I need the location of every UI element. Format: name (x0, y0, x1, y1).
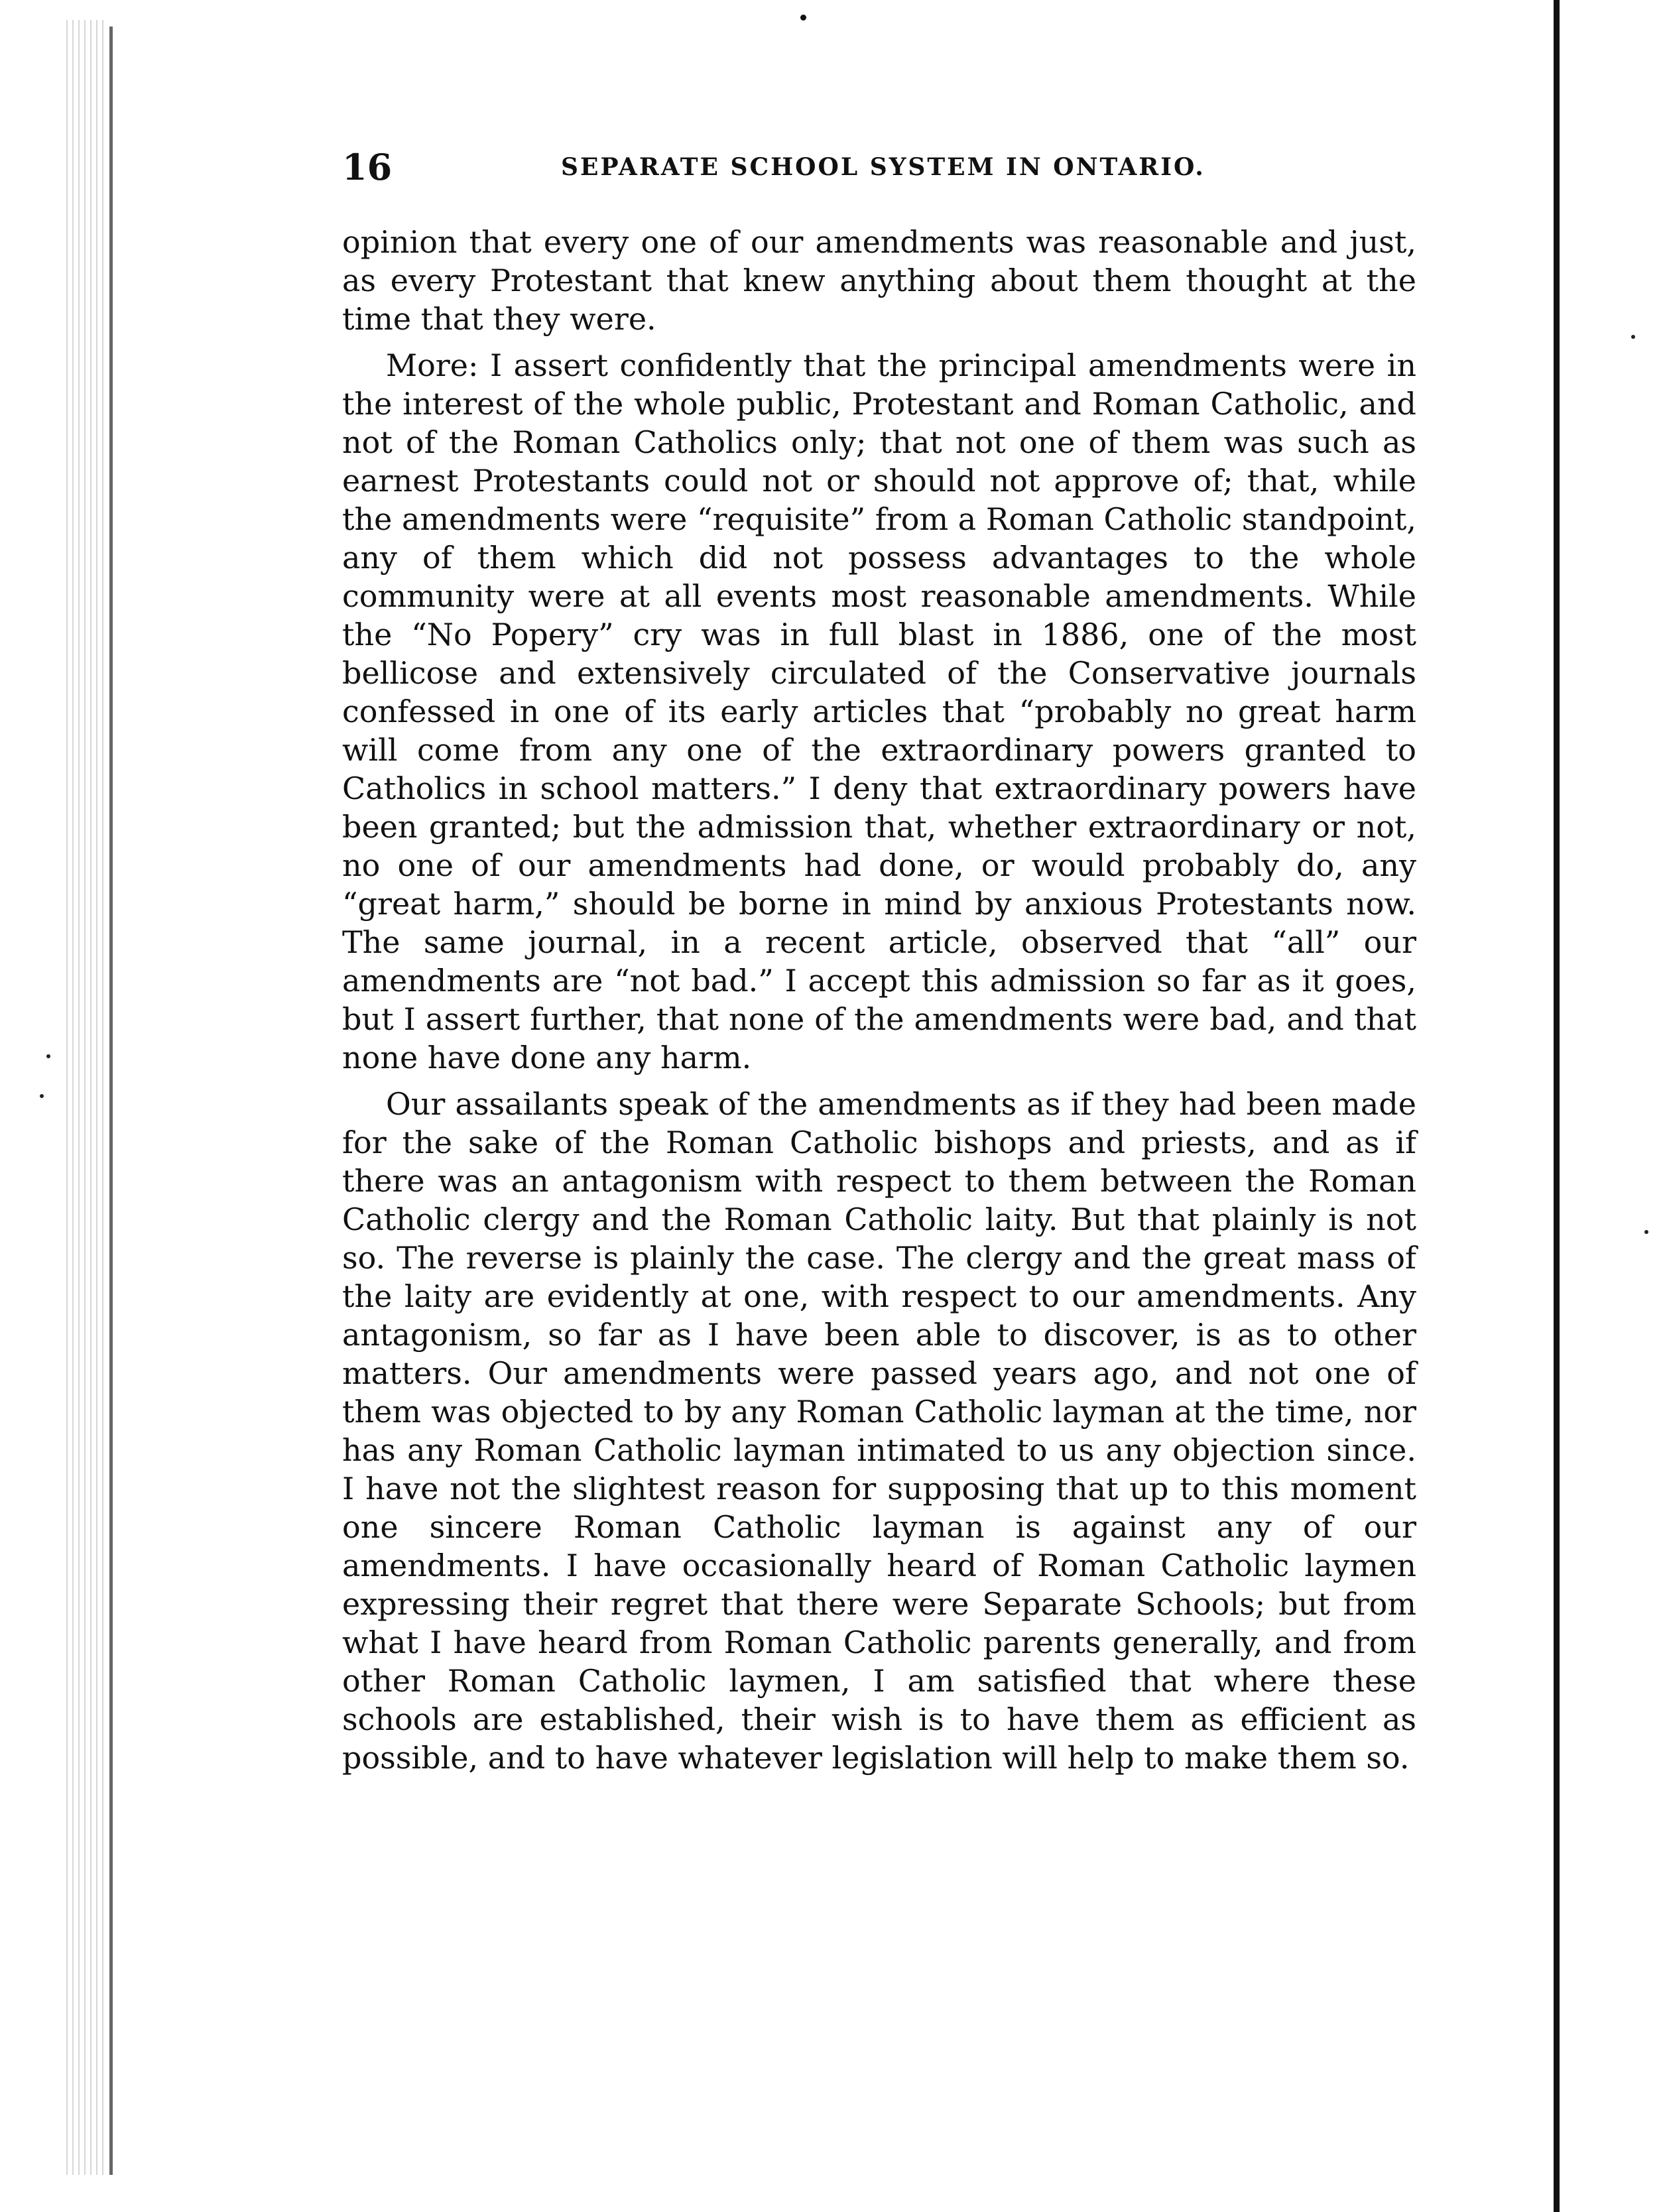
running-title: SEPARATE SCHOOL SYSTEM IN ONTARIO. (561, 153, 1205, 181)
binding-edge (1554, 0, 1560, 2212)
scan-speck (46, 1054, 50, 1058)
scan-speck (40, 1094, 44, 1098)
page-number: 16 (342, 146, 393, 188)
paragraph: More: I assert confidently that the principal amendments were in the interest of the whole public, Protestant and Roman Catholic, and not of the Roman Catholics only; that not one of them was such as earnest Protestants could not or should not approve of; that, while the amendments were “requisite” from a Roman Catholic standpoint, any of them which did not possess advantages to the whole community were at all events most reasonable amendments. While the “No Popery” cry was in full blast in 1886, one of the most bellicose and extensively circulated of the Conservative journals confessed in one of its early articles that “probably no great harm will come from any one of the extraordinary powers granted to Catholics in school matters.” I deny that extraordinary powers have been granted; but the admission that, whether extraordinary or not, no one of our amendments had done, or would probably do, any “great harm,” should be borne in mind by anxious Protestants now. The same journal, in a recent article, observed that “all” our amendments are “not bad.” I accept this admission so far as it goes, but I assert further, that none of the amendments were bad, and that none have done any harm. (342, 347, 1416, 1075)
page-stack-edges (66, 20, 106, 2175)
scan-speck (800, 15, 806, 21)
page-header (342, 147, 1423, 187)
paragraph: Our assailants speak of the amendments as if they had been made for the sake of the Roman Catholic bishops and priests, and as if there was an antagonism with respect to them between the Roman Catholic clergy and the Roman Catholic laity. But that plainly is not so. The reverse is plainly the case. The clergy and the great mass of the laity are evidently at one, with respect to our amendments. Any antagonism, so far as I have been able to discover, is as to other matters. Our amendments were passed years ago, and not one of them was objected to by any Roman Catholic layman at the time, nor has any Roman Catholic layman intimated to us any objection since. I have not the slightest reason for supposing that up to this moment one sincere Roman Catholic layman is against any of our amendments. I have occasionally heard of Roman Catholic laymen expressing their regret that there were Separate Schools; but from what I have heard from Roman Catholic parents generally, and from other Roman Catholic laymen, I am satisfied that where these schools are established, their wish is to have them as efficient as possible, and to have whatever legislation will help to make them so. (342, 1086, 1416, 1776)
body-text (342, 223, 1416, 1785)
paragraph-continuation: opinion that every one of our amendments was reasonable and just, as every Protestant that knew anything about them thought at the time that they were. (342, 224, 1416, 337)
scan-speck (1631, 335, 1635, 339)
scan-speck (1644, 1230, 1648, 1234)
page-left-edge (109, 27, 113, 2175)
